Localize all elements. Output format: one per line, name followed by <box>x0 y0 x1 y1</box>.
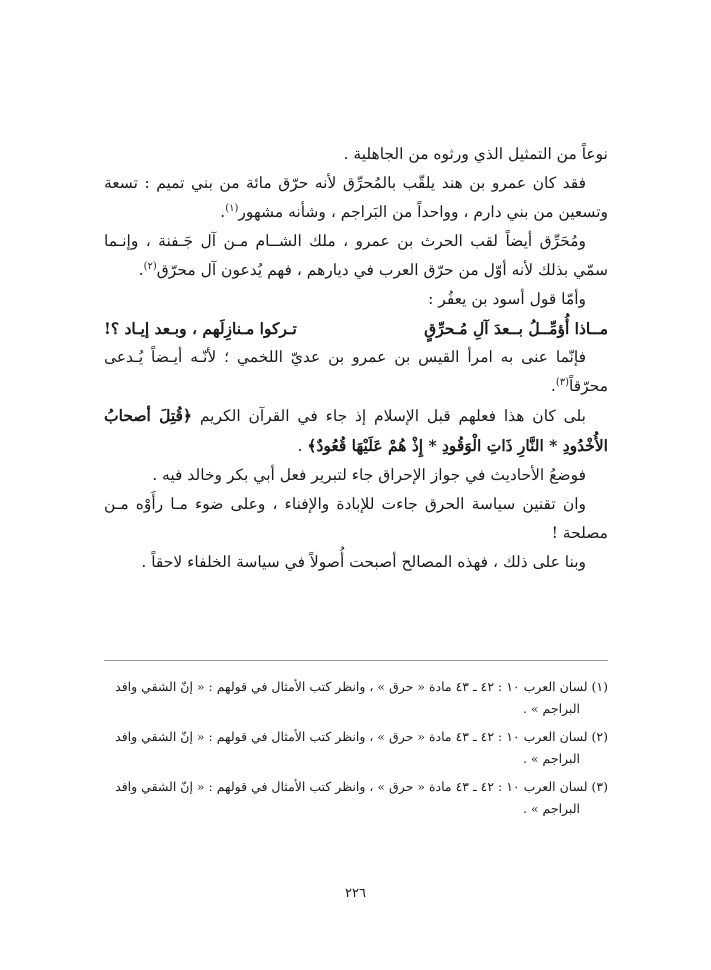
footnote-2-line2: البراجم » . <box>522 751 580 766</box>
paragraph-3 <box>104 227 608 285</box>
paragraph-2-text: فقد كان عمرو بن هند يلقّب بالمُحرِّق لأنه حرّق مائة من بني تميم : تسعة وتسعين من بني دارم ، وواحداً من البَراجم ، وشأنه مشهور <box>104 174 608 221</box>
footnote-3-line2: البراجم » . <box>522 801 580 816</box>
footnote-ref-3[interactable]: (٣) <box>555 376 569 388</box>
footnote-2 <box>104 726 608 770</box>
body-text <box>104 140 608 577</box>
footnotes <box>104 676 608 826</box>
verse-first-hemistich: مــاذا أُؤمِّــلُ بــعدَ آلِ مُـحرِّقٍ <box>424 319 608 338</box>
page-body <box>104 140 608 577</box>
paragraph-2 <box>104 169 608 227</box>
footnote-3-line1: (٣) لسان العرب ١٠ : ٤٢ ـ ٤٣ مادة « حرق » ، وانظر كتب الأمثال في قولهم : « إنّ الشقي وافد <box>115 779 608 794</box>
paragraph-4: وأمّا قول أسود بن يعفُر : <box>428 290 586 308</box>
paragraph-5-text: فإنّما عنى به امرأ القيس بن عمرو بن عديّ اللخمي ؛ لأنّـه أيـضاً يُـدعى محرّقاً <box>104 348 608 395</box>
footnote-ref-1[interactable]: (١) <box>225 202 239 214</box>
paragraph-8: وان تقنين سياسة الحرق جاءت للإبادة والإفناء ، وعلى ضوء مـا رأَوْه مـن مصلحة ! <box>104 495 608 542</box>
paragraph-3-text: ومُحَرِّق أيضاً لقب الحرث بن عمرو ، ملك الشــام مـن آل جَـفنة ، وإنـما سمّي بذلك لأنه أوّل من حرّق العرب في ديارهم ، فهم يُدعون آل محرّق <box>104 232 608 279</box>
footnote-1 <box>104 676 608 720</box>
paragraph-6-text: بلى كان هذا فعلهم قبل الإسلام إذ جاء في القرآن الكريم <box>192 407 586 425</box>
paragraph-6 <box>104 401 608 461</box>
paragraph-7: فوضعُ الأحاديث في جواز الإحراق جاء لتبرير فعل أبي بكر وخالد فيه . <box>152 466 586 484</box>
quran-verse: ﴿قُتِلَ أصحابُ الأُخْدُودِ * النَّارِ ذَاتِ الْوَقُودِ * إِذْ هُمْ عَلَيْهَا قُعُودٌ﴾ <box>104 406 608 455</box>
footnote-divider <box>104 660 608 661</box>
footnote-1-line1: (١) لسان العرب ١٠ : ٤٢ ـ ٤٣ مادة « حرق » ، وانظر كتب الأمثال في قولهم : « إنّ الشقي وافد <box>115 679 608 694</box>
paragraph-5 <box>104 343 608 401</box>
footnote-1-line2: البراجم » . <box>522 701 580 716</box>
paragraph-6-end: . <box>297 437 308 455</box>
paragraph-3-end: . <box>138 261 144 279</box>
page-number: ٢٢٦ <box>345 886 366 901</box>
poetry-verse <box>104 314 608 343</box>
footnote-ref-2[interactable]: (٢) <box>143 260 157 272</box>
verse-second-hemistich: تـركوا مـنازِلَهم ، وبـعد إيـاد ؟! <box>104 319 297 338</box>
footnote-3 <box>104 776 608 820</box>
paragraph-1: نوعاً من التمثيل الذي ورثوه من الجاهلية . <box>343 145 608 163</box>
paragraph-9: وبنا على ذلك ، فهذه المصالح أصبحت أُصولاً في سياسة الخلفاء لاحقاً . <box>141 553 586 571</box>
paragraph-2-end: . <box>220 203 226 221</box>
footnote-2-line1: (٢) لسان العرب ١٠ : ٤٢ ـ ٤٣ مادة « حرق » ، وانظر كتب الأمثال في قولهم : « إنّ الشقي وافد <box>115 729 608 744</box>
paragraph-5-end: . <box>550 377 556 395</box>
